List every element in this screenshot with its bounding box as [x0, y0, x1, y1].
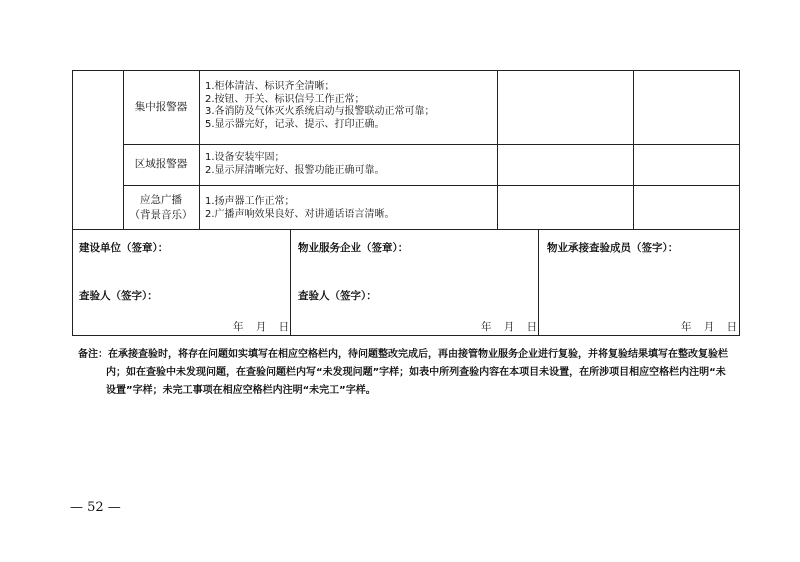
requirement-line: 2.显示屏清晰完好、报警功能正确可靠。 [205, 164, 385, 176]
date-label: 年 月 日 [681, 321, 738, 333]
requirement-line: 1.扬声器工作正常； [205, 196, 295, 207]
signature-divider [290, 230, 291, 335]
property-company-label: 物业服务企业（签章）： [298, 242, 409, 254]
date-label: 年 月 日 [233, 321, 290, 333]
signature-divider [538, 230, 539, 335]
requirements-cell [205, 81, 495, 131]
category-cell [123, 71, 199, 144]
construction-unit-label: 建设单位（签章）： [79, 242, 169, 254]
category-label: 区域报警器 [134, 158, 188, 170]
table-divider [497, 71, 498, 229]
table-divider [199, 71, 200, 229]
requirement-line: 5.显示器完好，记录、提示、打印正确。 [205, 118, 385, 130]
date-label: 年 月 日 [481, 321, 538, 333]
requirements-cell [205, 152, 495, 177]
requirements-cell [205, 196, 495, 221]
note-line: 设置”字样；未完工事项在相应空格栏内注明“未完工”字样。 [106, 385, 376, 396]
requirement-line: 1.设备安装牢固； [205, 152, 285, 163]
requirement-line: 2.广播声响效果良好、对讲通话语言清晰。 [205, 208, 395, 220]
requirement-line: 2.按钮、开关、标识信号工作正常； [205, 93, 365, 105]
property-member-label: 物业承接查验成员（签字）： [547, 242, 679, 254]
page-number: — 52 — [70, 500, 121, 515]
table-divider [633, 71, 634, 229]
row-divider [123, 144, 739, 145]
requirement-line: 3.各消防及气体灭火系统启动与报警联动正常可靠； [205, 106, 435, 117]
category-cell [123, 144, 199, 185]
category-label: （背景音乐） [129, 208, 193, 221]
signature-table [72, 230, 740, 336]
inspector-label: 查验人（签字）： [298, 290, 377, 302]
category-label: 集中报警器 [134, 101, 188, 113]
row-divider [123, 185, 739, 186]
category-cell [123, 185, 199, 230]
inspection-table [72, 70, 740, 230]
remarks-note [78, 346, 738, 400]
category-label: 应急广播 [140, 193, 182, 206]
inspector-label: 查验人（签字）： [79, 290, 158, 302]
note-line: 备注：在承接查验时，将存在问题如实填写在相应空格栏内，待问题整改完成后，再由接管物业服务企业进行复验，并将复验结果填写在整改复验栏 [78, 349, 728, 360]
note-line: 内；如在查验中未发现问题，在查验问题栏内写“未发现问题”字样；如表中所列查验内容在本项目未设置，在所涉项目相应空格栏内注明“未 [106, 367, 726, 378]
requirement-line: 1.柜体清洁、标识齐全清晰； [205, 81, 335, 92]
